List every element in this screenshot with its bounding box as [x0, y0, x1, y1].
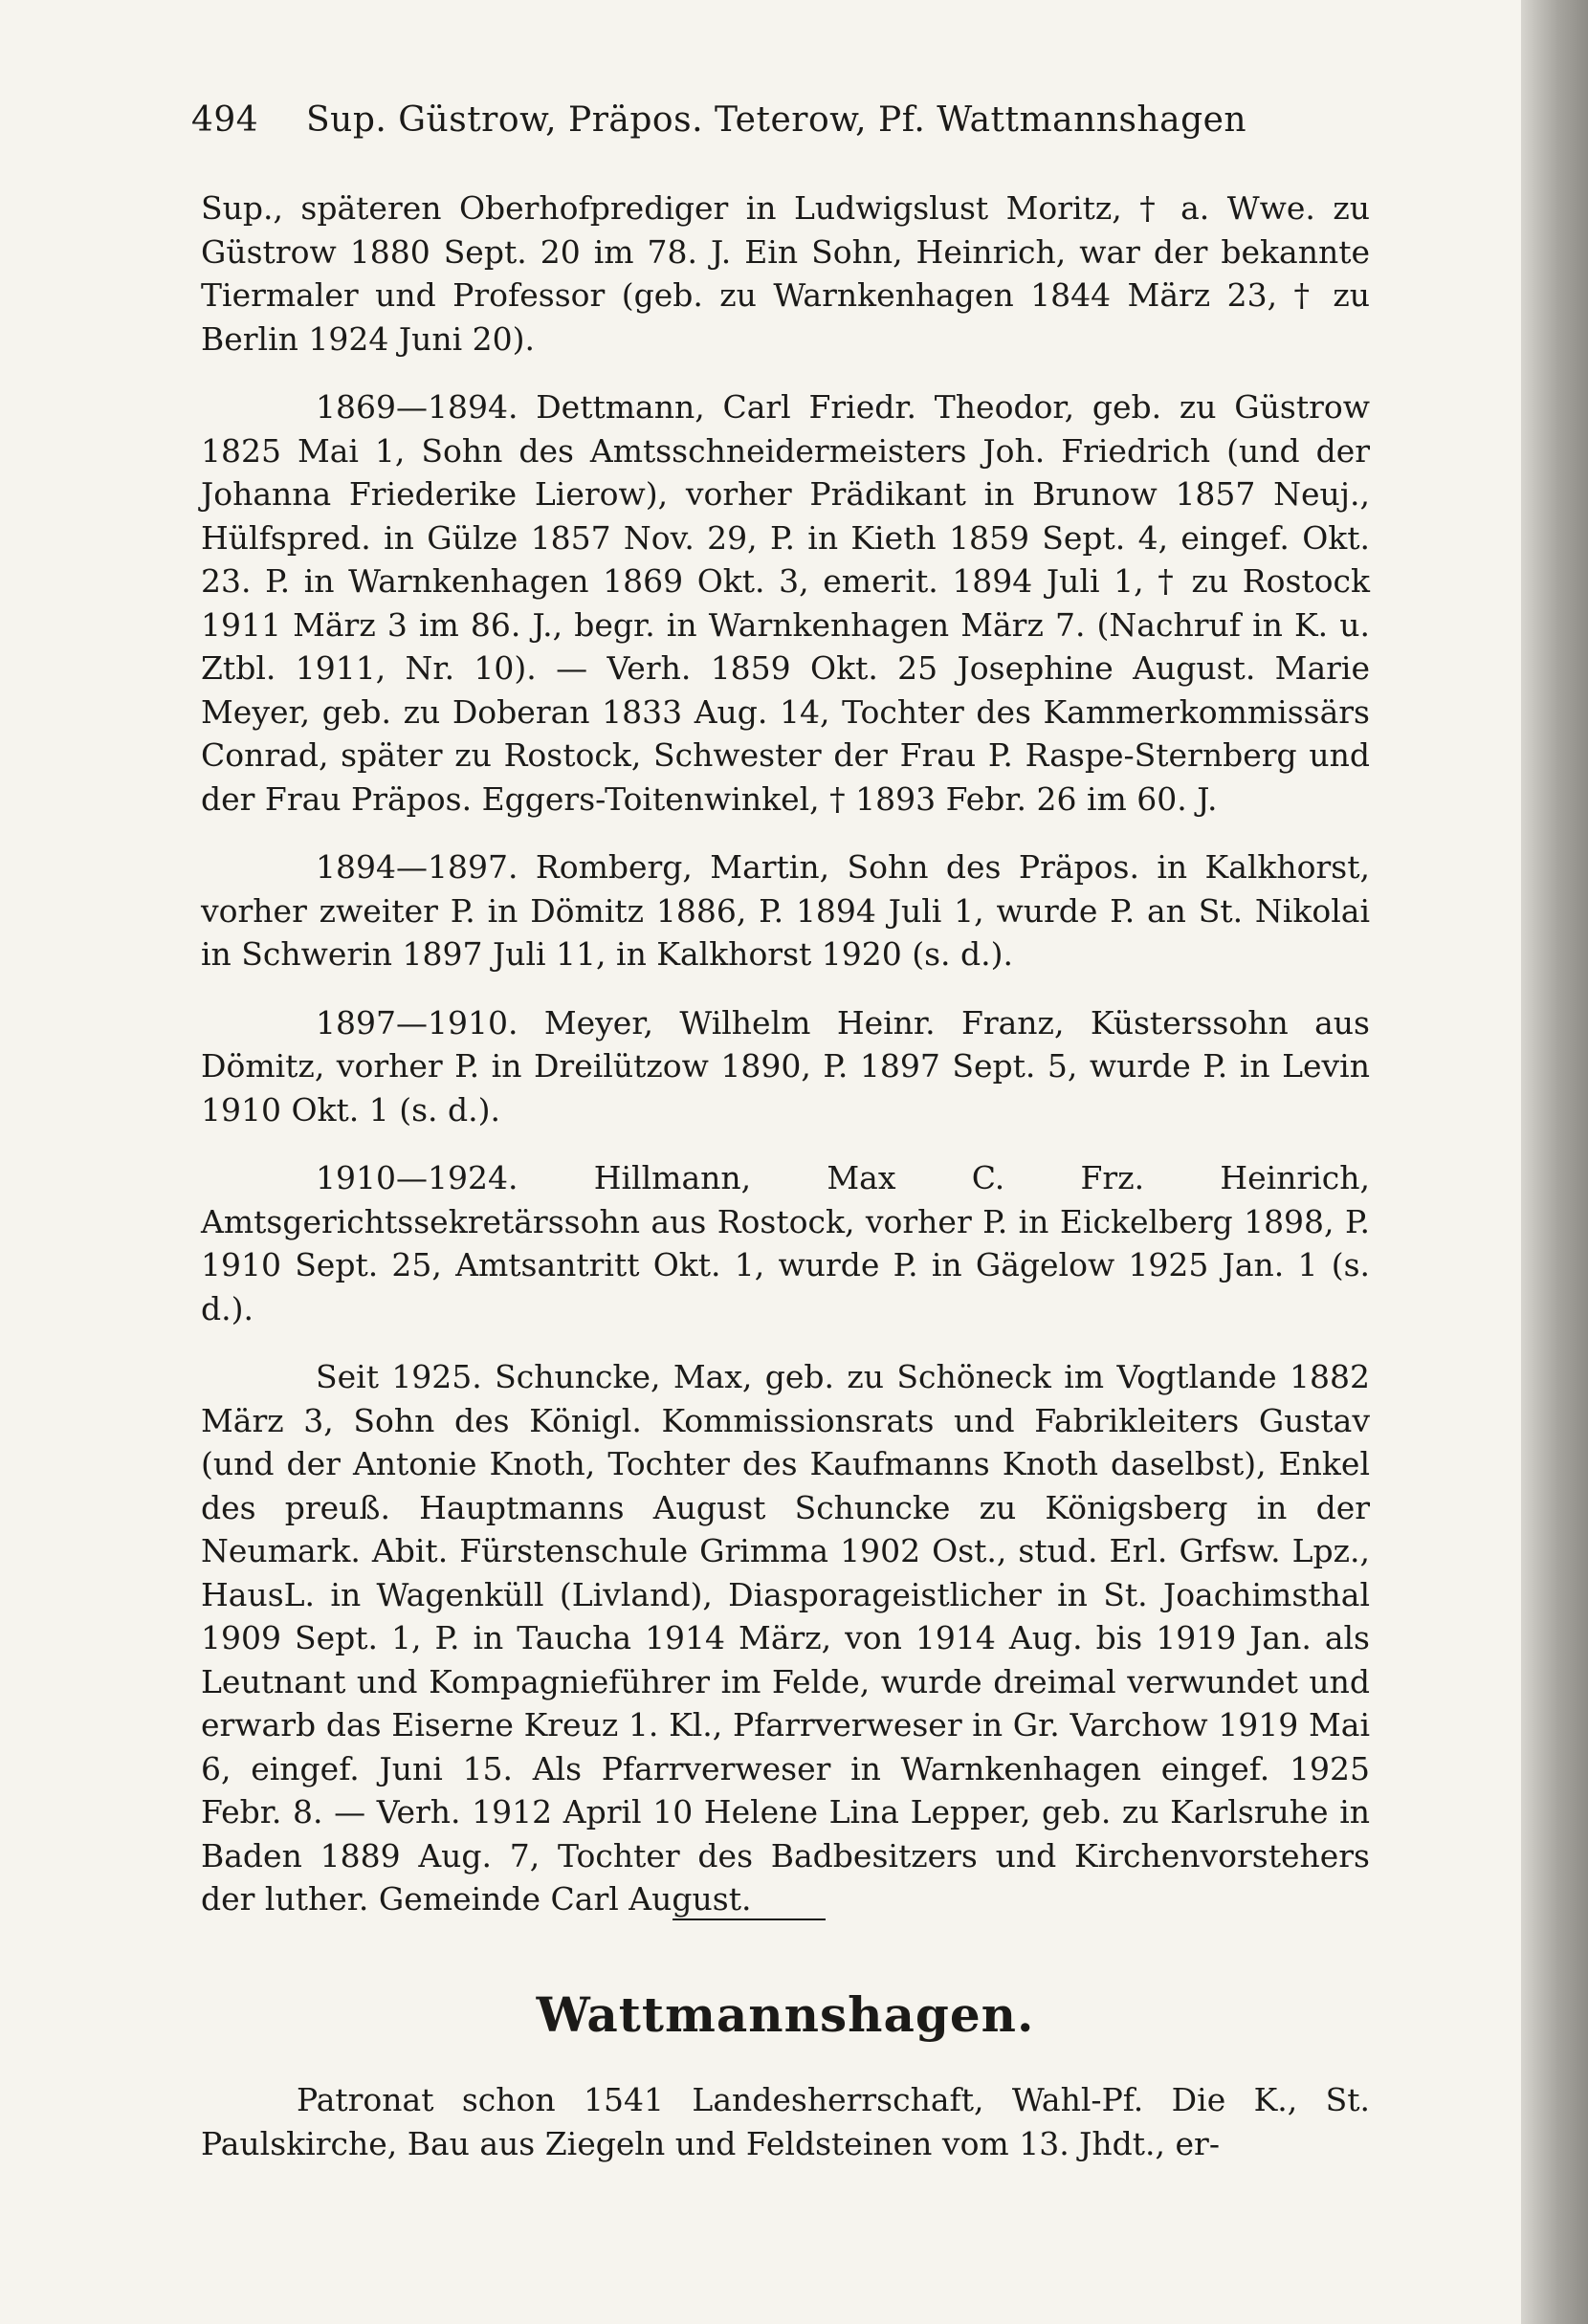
entry-meyer: 1897—1910. Meyer, Wilhelm Heinr. Franz, Küsterssohn aus Dömitz, vorher P. in Dreilützow 1890, P. 1897 Sept. 5, wurde P. in Levin 1910 Okt. 1 (s. d.). [201, 1003, 1370, 1129]
entry-romberg: 1894—1897. Romberg, Martin, Sohn des Präpos. in Kalkhorst, vorher zweiter P. in Dömitz 1886, P. 1894 Juli 1, wurde P. an St. Nikolai in Schwerin 1897 Juli 11, in Kalkhorst 1920 (s. d.). [201, 848, 1370, 973]
section-title: Wattmannshagen. [536, 1986, 1035, 2043]
book-gutter-shadow [1521, 0, 1588, 2324]
section-intro: Patronat schon 1541 Landesherrschaft, Wahl-Pf. Die K., St. Paulskirche, Bau aus Ziegeln und Feldsteinen vom 13. Jhdt., er- [201, 2081, 1370, 2162]
main-text [201, 186, 1370, 1921]
page-number: 494 [191, 100, 259, 140]
running-title: Sup. Güstrow, Präpos. Teterow, Pf. Wattmannshagen [306, 100, 1247, 140]
continuation-paragraph: Sup., späteren Oberhofprediger in Ludwigslust Moritz, † a. Wwe. zu Güstrow 1880 Sept. 20 im 78. J. Ein Sohn, Heinrich, war der bekannte Tiermaler und Professor (geb. zu Warnkenhagen 1844 März 23, † zu Berlin 1924 Juni 20). [201, 189, 1370, 358]
entry-dettmann: 1869—1894. Dettmann, Carl Friedr. Theodor, geb. zu Güstrow 1825 Mai 1, Sohn des Amtsschneidermeisters Joh. Friedrich (und der Johanna Friederike Lierow), vorher Prädikant in Brunow 1857 Neuj., Hülfspred. in Gülze 1857 Nov. 29, P. in Kieth 1859 Sept. 4, eingef. Okt. 23. P. in Warnkenhagen 1869 Okt. 3, emerit. 1894 Juli 1, † zu Rostock 1911 März 3 im 86. J., begr. in Warnkenhagen März 7. (Nachruf in K. u. Ztbl. 1911, Nr. 10). — Verh. 1859 Okt. 25 Josephine August. Marie Meyer, geb. zu Doberan 1833 Aug. 14, Tochter des Kammerkommissärs Conrad, später zu Rostock, Schwester der Frau P. Raspe-Sternberg und der Frau Präpos. Eggers-Toitenwinkel, † 1893 Febr. 26 im 60. J. [201, 388, 1370, 818]
entry-hillmann: 1910—1924. Hillmann, Max C. Frz. Heinrich, Amtsgerichtssekretärssohn aus Rostock, vorher P. in Eickelberg 1898, P. 1910 Sept. 25, Amtsantritt Okt. 1, wurde P. in Gägelow 1925 Jan. 1 (s. d.). [201, 1159, 1370, 1327]
section-divider [673, 1918, 826, 1920]
entry-schuncke: Seit 1925. Schuncke, Max, geb. zu Schöneck im Vogtlande 1882 März 3, Sohn des Königl. Kommissionsrats und Fabrikleiters Gustav (und der Antonie Knoth, Tochter des Kaufmanns Knoth daselbst), Enkel des preuß. Hauptmanns August Schuncke zu Königsberg in der Neumark. Abit. Fürstenschule Grimma 1902 Ost., stud. Erl. Grfsw. Lpz., HausL. in Wagenküll (Livland), Diasporageistlicher in St. Joachimsthal 1909 Sept. 1, P. in Taucha 1914 März, von 1914 Aug. bis 1919 Jan. als Leutnant und Kompagnieführer im Felde, wurde dreimal verwundet und erwarb das Eiserne Kreuz 1. Kl., Pfarrverweser in Gr. Varchow 1919 Mai 6, eingef. Juni 15. Als Pfarrverweser in Warnkenhagen eingef. 1925 Febr. 8. — Verh. 1912 April 10 Helene Lina Lepper, geb. zu Karlsruhe in Baden 1889 Aug. 7, Tochter des Badbesitzers und Kirchenvorstehers der luther. Gemeinde Carl August. [201, 1358, 1370, 1918]
running-head [191, 100, 1291, 150]
